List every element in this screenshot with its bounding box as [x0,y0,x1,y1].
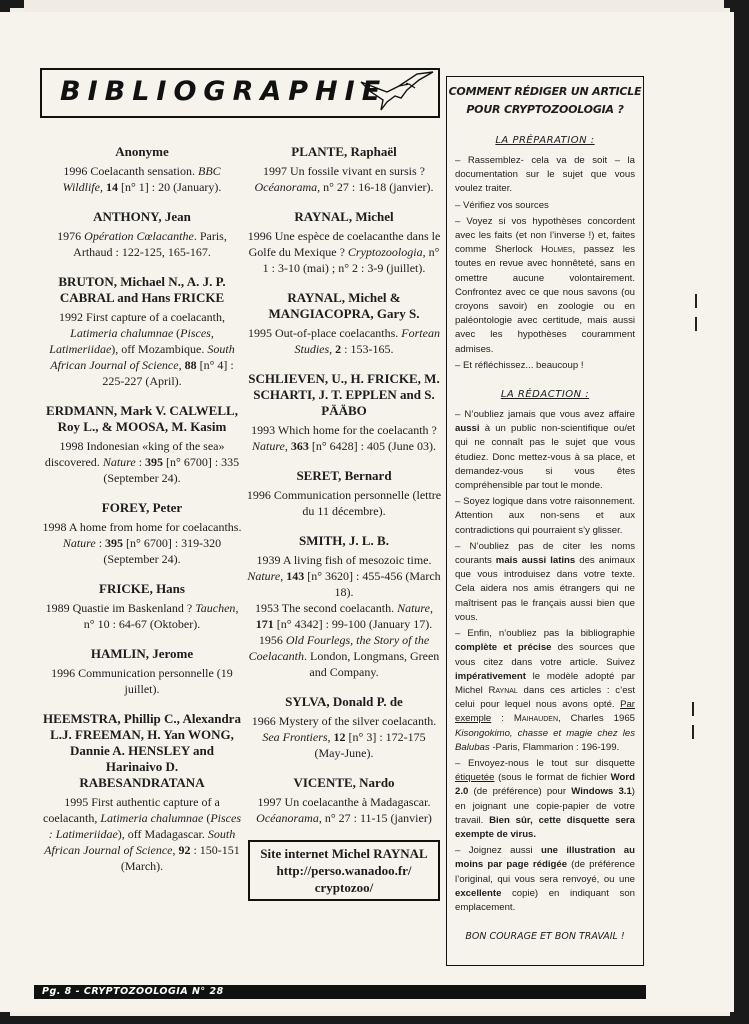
website-url-line2[interactable]: cryptozoo/ [314,880,374,895]
bibliography-entry [246,209,442,276]
bibliography-entry [246,533,442,680]
section-heading-preparation: LA PRÉPARATION : [495,135,595,146]
bibliography-entry [42,646,242,697]
bibliography-header [40,68,440,118]
bibliography-entry [246,775,442,826]
guide-paragraph: – Envoyez-nous le tout sur disquette étiquetée (sous le format de fichier Word 2.0 (de préférence) pour Windows 3.1) en joignant une copie-papier de votre travail. Bien sûr, cette disquette sera exempte de virus. [455,757,635,840]
entry-author: BRUTON, Michael N., A. J. P. CABRAL and Hans FRICKE [58,274,226,305]
entry-reference: 1996 Communication personnelle (lettre du 11 décembre). [246,488,442,518]
bibliography-column-right [246,144,442,901]
bibliography-entry [42,144,242,195]
sidebar-title-line1: COMMENT RÉDIGER UN ARTICLE [448,85,642,98]
entry-reference: 1995 First authentic capture of a coelacanth, Latimeria chalumnae (Pisces : Latimeriidae), off Madagascar. South African Journal of Science, 92 : 150-151 (March). [43,795,241,873]
redaction-text [447,408,643,915]
entry-reference: 1998 A home from home for coelacanths. Nature : 395 [n° 6700] : 319-320 (September 24). [42,520,242,566]
bibliography-entry [246,468,442,519]
bibliography-entry [42,274,242,389]
guide-paragraph: – Soyez logique dans votre raisonnement. Attention aux non-sens et aux contradictions qui pourraient s’y glisser. [455,496,635,536]
section-heading-redaction: LA RÉDACTION : [500,389,590,401]
document-page [0,12,734,1012]
bibliography-entry [246,290,442,357]
bibliography-entry [42,209,242,260]
entry-author: ERDMANN, Mark V. CALWELL, Roy L., & MOOSA, M. Kasim [46,403,238,434]
bibliography-column-left [42,144,242,888]
entry-reference: 1995 Out-of-place coelacanths. Fortean Studies, 2 : 153-165. [248,326,440,356]
entry-author: PLANTE, Raphaël [291,144,397,159]
entry-author: SCHLIEVEN, U., H. FRICKE, M. SCHARTI, J. T. EPPLEN and S. PÄÄBO [248,371,440,418]
entry-reference: 1997 Un fossile vivant en sursis ? Océanorama, n° 27 : 16-18 (janvier). [254,164,434,194]
margin-mark [692,725,694,739]
entry-reference: 1998 Indonesian «king of the sea» discovered. Nature : 395 [n° 6700] : 335 (September 24). [44,439,240,485]
page-footer-text: Pg. 8 - CRYPTOZOOLOGIA N° 28 [42,986,224,997]
entry-author: HEEMSTRA, Phillip C., Alexandra L.J. FREEMAN, H. Yan WONG, Dannie A. HENSLEY and Harinaivo D. RABESANDRATANA [43,711,241,790]
guide-paragraph: – Enfin, n’oubliez pas la bibliographie complète et précise des sources que vous citez dans votre article. Suivez impérativement le modèle adopté par Michel Raynal dans ces articles : c’est celui pour lequel nous avons opté. Par exemple : Maihauden, Charles 1965 Kisongokimo, chasse et magie chez les Balubas -Paris, Flammarion : 196-199. [455,628,635,753]
website-url-line1[interactable]: http://perso.wanadoo.fr/ [276,863,412,878]
entry-reference: 1976 Opération Cœlacanthe. Paris, Arthaud : 122-125, 165-167. [57,229,227,259]
bibliography-entry [246,694,442,761]
entry-author: Anonyme [115,144,169,159]
entry-author: ANTHONY, Jean [93,209,191,224]
sidebar-closing: BON COURAGE ET BON TRAVAIL ! [465,931,625,943]
sidebar-title-line2: POUR CRYPTOZOOLOGIA ? [466,103,624,116]
entry-author: VICENTE, Nardo [293,775,395,790]
entry-author: HAMLIN, Jerome [90,646,194,661]
guide-paragraph: – Vérifiez vos sources [455,199,549,211]
entry-reference: 1993 Which home for the coelacanth ? Nature, 363 [n° 6428] : 405 (June 03). [251,423,437,453]
guide-paragraph: – N’oubliez jamais que vous avez affaire aussi à un public non-scientifique ou/et qui ne connaît pas le sujet que vous étudiez. Donc mettez-vous à sa place, et demandez-vous si vous êtes compréhensible par tout le monde. [455,409,635,492]
guide-paragraph: – Voyez si vos hypothèses concordent avec les faits (et non l’inverse !) et, faites comme Sherlock Holmes, passez les toutes en revue avec honnêteté, sans en omettre aucune volontairement. Confrontez avec ce que nous savons (ou croyons savoir) en zoologie ou en paléontologie avec certitude, mais aussi avec les hypothèses couramment admises. [455,215,635,355]
page-title: BIBLIOGRAPHIE [60,76,388,107]
entry-reference: 1989 Quastie im Baskenland ? Tauchen, n° 10 : 64-67 (Oktober). [45,601,239,631]
entry-author: RAYNAL, Michel & MANGIACOPRA, Gary S. [268,290,420,321]
guide-paragraph: – N’oubliez pas de citer les noms courants mais aussi latins des animaux que vous introduisez dans votre texte. Cela aidera nos amis étrangers qui ne maîtrisent pas le français aussi bien que vous. [455,540,635,623]
entry-author: FOREY, Peter [101,500,183,515]
bibliography-entry [246,144,442,195]
guide-paragraph: – Joignez aussi une illustration au moins par page rédigée (de préférence l’original, qui vous sera renvoyé, ou une excellente copie) en indiquant son emplacement. [455,845,636,913]
guide-paragraph: – Et réfléchissez... beaucoup ! [455,359,584,371]
sidebar-title [447,83,643,119]
margin-mark [695,317,697,331]
website-box [248,840,440,901]
entry-author: FRICKE, Hans [99,581,185,596]
preparation-text [447,154,643,373]
bibliography-entry [42,711,242,874]
entry-reference: 1939 A living fish of mesozoic time. Nature, 143 [n° 3620] : 455-456 (March 18). 1953 The second coelacanth. Nature, 171 [n° 4342] : 99-100 (January 17). 1956 Old Fourlegs, the Story of the Coelacanth. London, Longmans, Green and Company. [247,553,441,679]
entry-reference: 1996 Coelacanth sensation. BBC Wildlife, 14 [n° 1] : 20 (January). [62,164,222,194]
entry-reference: 1966 Mystery of the silver coelacanth. Sea Frontiers, 12 [n° 3] : 172-175 (May-June). [251,714,437,760]
entry-author: SYLVA, Donald P. de [285,694,403,709]
entry-reference: 1996 Une espèce de coelacanthe dans le Golfe du Mexique ? Cryptozoologia, n° 1 : 3-10 (mai) ; n° 2 : 3-9 (juillet). [247,229,441,275]
bibliography-entry [42,403,242,486]
guide-paragraph: – Rassemblez- cela va de soit – la documentation sur le sujet que vous voulez traiter. [455,155,635,195]
entry-reference: 1996 Communication personnelle (19 juillet). [51,666,233,696]
entry-author: SMITH, J. L. B. [299,533,389,548]
website-label: Site internet Michel RAYNAL [260,846,428,861]
bibliography-entry [42,581,242,632]
entry-reference: 1997 Un coelacanthe à Madagascar. Océanorama, n° 27 : 11-15 (janvier) [256,795,432,825]
entry-author: SERET, Bernard [296,468,392,483]
writing-guide-sidebar [446,76,644,966]
bibliography-entry [42,500,242,567]
page-footer-bar [34,985,646,999]
margin-mark [692,702,694,716]
entry-author: RAYNAL, Michel [294,209,394,224]
margin-mark [695,294,697,308]
bibliography-entry [246,371,442,454]
pterosaur-illustration-icon [357,68,437,114]
entry-reference: 1992 First capture of a coelacanth, Latimeria chalumnae (Pisces, Latimeriidae), off Mozambique. South African Journal of Science, 88 [n° 4] : 225-227 (April). [49,310,235,388]
